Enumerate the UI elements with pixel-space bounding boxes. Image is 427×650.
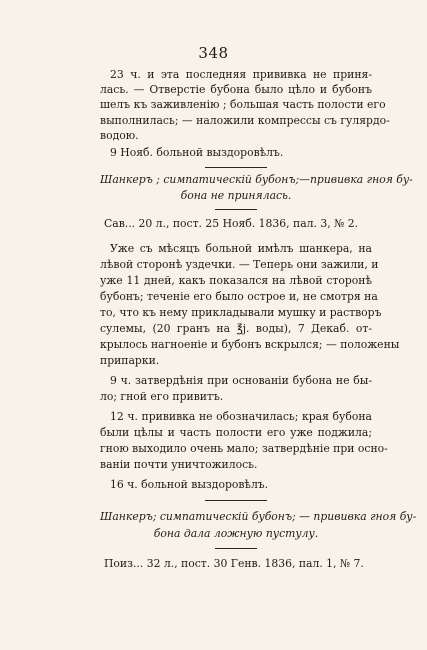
case-heading: бона дала ложную пустулу. [153,527,319,540]
text-line: 9 ч. затвердѣнія при основаніи бубона не бы- [110,374,372,387]
text-line: водою. [100,129,139,142]
section-divider [205,500,267,501]
text-line: шелъ къ заживленію ; большая часть полости его [100,98,386,111]
text-line: бубонъ; теченіе его было острое и, не смотря на [100,290,378,303]
text-line: ло; гной его привитъ. [100,390,224,403]
text-line: 23 ч. и эта последняя прививка не приня- [110,68,372,81]
text-line: крылось нагноеніе и бубонъ вскрылся; — положены [100,338,400,351]
text-line: гною выходило очень мало; затвердѣніе при осно- [100,442,388,455]
case-heading: Шанкеръ; симпатическій бубонъ; — прививка гноя бу- [100,510,417,523]
text-line: уже 11 дней, какъ показался на лѣвой сторонѣ [100,274,372,287]
text-line: выполнилась; — наложили компрессы съ гулярдо- [100,114,390,127]
text-line: ваніи почти уничтожилось. [100,458,258,471]
text-line: лѣвой сторонѣ уздечки. — Теперь они зажили, и [100,258,379,271]
text-line: были цѣлы и часть полости его уже поджила; [100,426,372,439]
page-number: 348 [198,44,229,62]
text-line: сулемы, (20 гранъ на ℥j. воды), 7 Декаб. от- [100,322,372,335]
recovery-note: 16 ч. больной выздоровѣлъ. [110,478,269,491]
section-divider [215,548,257,549]
patient-header: Поиз... 32 л., поcт. 30 Генв. 1836, пал. 1, № 7. [104,557,364,570]
patient-header: Сав... 20 л., поcт. 25 Нояб. 1836, пал. 3, № 2. [104,217,359,230]
case-heading: Шанкеръ ; симпатическій бубонъ;—прививка гноя бу- [100,173,413,186]
text-line: то, что къ нему прикладывали мушку и растворъ [100,306,382,319]
case-heading: бона не принялась. [180,189,292,202]
text-line: лась. — Отверстіе бубона было цѣло и бубонъ [100,83,372,96]
text-line: 12 ч. прививка не обозначилась; края бубона [110,410,372,423]
section-divider [205,167,267,168]
text-line: Уже съ мѣсяцъ больной имѣлъ шанкера, на [110,242,372,255]
section-divider [215,209,257,210]
text-line: припарки. [100,354,160,367]
recovery-note: 9 Нояб. больной выздоровѣлъ. [110,146,284,159]
